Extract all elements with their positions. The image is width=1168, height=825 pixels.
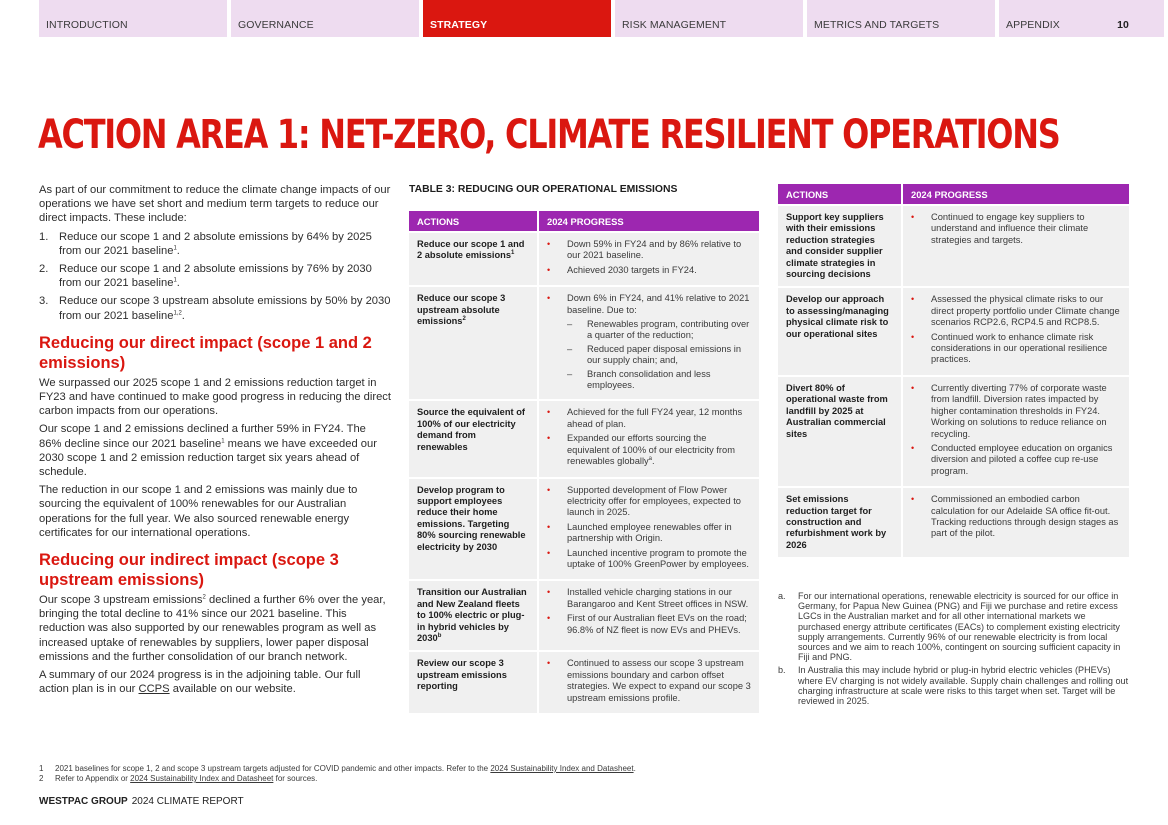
bullet-text: Expanded our efforts sourcing the equivalent of 100% of our electricity from renewables globally$^a$.: [567, 433, 735, 467]
progress-bullet: [547, 407, 751, 430]
footnotes: [39, 764, 636, 784]
page-footer: [39, 796, 244, 807]
table-row: [778, 286, 1129, 374]
progress-cell: [903, 375, 1129, 486]
footnote-text: Refer to Appendix or: [55, 774, 131, 783]
footnote-ref: b: [437, 632, 442, 639]
action-text: Divert 80% of operational waste from landfill by 2025 at Australian commercial sites: [786, 382, 888, 439]
footer-brand: WESTPAC GROUP: [39, 796, 128, 807]
progress-bullet: [547, 587, 751, 610]
page-number: 10: [1117, 19, 1129, 31]
target-list: [39, 230, 391, 323]
paragraph: [39, 422, 391, 479]
list-text: Reduce our scope 1 and 2 absolute emissions by 76% by 2030 from our 2021 baseline: [59, 263, 372, 290]
progress-bullet: [911, 383, 1121, 440]
progress-cell: [539, 399, 759, 476]
tab-strategy[interactable]: [423, 0, 611, 37]
dash-icon: –: [567, 319, 573, 330]
bullet-text-content: Assessed the physical climate risks to our direct property portfolio under Climate change scenarios RCP2.6, RCP4.5 and RCP8.5.: [931, 294, 1120, 328]
footnote-text: .: [633, 764, 636, 773]
progress-bullet: [547, 239, 751, 262]
bullet-text: [567, 265, 697, 276]
bullet-icon: •: [911, 212, 915, 222]
action-cell: [409, 650, 539, 713]
section-heading-indirect-impact: Reducing our indirect impact (scope 3 upstream emissions): [39, 551, 339, 590]
bullet-icon: •: [547, 658, 551, 669]
bullet-icon: •: [911, 442, 915, 453]
sub-bullet-text: Renewables program, contributing over a quarter of the reduction;: [587, 319, 750, 341]
bullet-icon: •: [547, 484, 551, 495]
action-text: Support key suppliers with their emissions reduction strategies and consider supplier climate strategies in sourcing decisions: [786, 212, 884, 280]
bullet-text-content: Achieved for the full FY24 year, 12 months ahead of plan.: [567, 407, 743, 429]
datasheet-link[interactable]: 2024 Sustainability Index and Datasheet: [130, 774, 274, 783]
action-cell: [778, 286, 903, 374]
progress-cell: [903, 286, 1129, 374]
action-text: Develop our approach to assessing/managing physical climate risk to our operational sites: [786, 294, 889, 339]
bullet-icon: •: [547, 433, 551, 444]
footnote-2: [39, 774, 636, 784]
table-title: TABLE 3: REDUCING OUR OPERATIONAL EMISSIONS: [409, 184, 678, 195]
note-text: In Australia this may include hybrid or plug-in hybrid electric vehicles (PHEVs) where EV charging is not widely available. Supply chain challenges and rolling out charging infrastructure at scale were risks to this target when set. Target will be reviewed in 2025.: [798, 665, 1129, 707]
action-cell: [409, 231, 539, 285]
tab-risk-management[interactable]: [615, 0, 803, 37]
table-row: [778, 204, 1129, 286]
progress-cell: [903, 204, 1129, 286]
bullet-text-content: Supported development of Flow Power electricity offer for employees, expected to launch in 2025.: [567, 484, 741, 518]
progress-bullet: [547, 265, 751, 276]
footnote-ref: 1,2: [173, 309, 182, 316]
bullet-icon: •: [547, 587, 551, 598]
progress-bullet: [911, 332, 1121, 366]
emissions-table-continued: [778, 184, 1129, 557]
bullet-text-content: Currently diverting 77% of corporate waste from landfill. Diversion rates impacted by higher contamination thresholds in FY24. Working on solutions to reduce reliance on recycling.: [931, 382, 1107, 439]
progress-bullet: [911, 494, 1121, 540]
page-title: ACTION AREA 1: NET-ZERO, CLIMATE RESILIENT OPERATIONS: [38, 112, 1060, 158]
bullet-text-content: Continued to engage key suppliers to understand and influence their climate strategies and targets.: [931, 212, 1089, 245]
text: A summary of our 2024 progress is in the adjoining table. Our full action plan is in our: [39, 669, 361, 696]
tab-label: APPENDIX: [1006, 19, 1060, 31]
bullet-text: [567, 407, 751, 430]
progress-sub-bullet: [547, 319, 751, 342]
footnote-label: 1: [39, 764, 44, 773]
progress-cell: [539, 477, 759, 580]
bullet-icon: •: [547, 239, 551, 249]
list-item: 3. Reduce our scope 3 upstream absolute emissions by 50% by 2030 from our 2021 baseline$^{1,2}$.: [39, 295, 391, 322]
bullet-text: [931, 383, 1121, 440]
action-text: Reduce our scope 3 upstream absolute emissions: [417, 293, 506, 327]
action-text: Review our scope 3 upstream emissions reporting: [417, 658, 507, 692]
bullet-icon: •: [547, 521, 551, 532]
bullet-icon: •: [911, 294, 915, 305]
emissions-table: [409, 211, 759, 713]
bullet-icon: •: [547, 613, 551, 624]
action-text: Set emissions reduction target for construction and refurbishment work by 2026: [786, 494, 887, 550]
bullet-text: [567, 658, 751, 704]
tab-introduction[interactable]: [39, 0, 227, 37]
progress-bullet: [547, 613, 751, 636]
bullet-text: [567, 613, 751, 636]
list-text: Reduce our scope 3 upstream absolute emissions by 50% by 2030 from our 2021 baseline: [59, 295, 391, 322]
tab-label: STRATEGY: [430, 19, 488, 31]
section-nav: [39, 0, 1168, 37]
tab-label: METRICS AND TARGETS: [814, 19, 940, 31]
section-heading-direct-impact: Reducing our direct impact (scope 1 and 2 emissions): [39, 333, 372, 372]
bullet-text: [931, 332, 1121, 366]
tab-metrics-and-targets[interactable]: [807, 0, 995, 37]
action-cell: [778, 486, 903, 557]
note-a: [778, 591, 1130, 662]
progress-cell: [903, 486, 1129, 557]
progress-bullet: [911, 212, 1121, 246]
paragraph: The reduction in our scope 1 and 2 emissions was mainly due to sourcing the equivalent of 100% renewables for our Australian operations for the full year. We also sourced renewable energy certificates for our international operations.: [39, 484, 358, 539]
action-cell: [409, 399, 539, 476]
bullet-icon: •: [547, 264, 551, 275]
bullet-text-content: Launched employee renewables offer in partnership with Origin.: [567, 521, 732, 544]
bullet-text: [567, 522, 751, 545]
text: available on our website.: [169, 683, 296, 696]
note-label: a.: [778, 591, 786, 601]
list-text: Reduce our scope 1 and 2 absolute emissions by 64% by 2025 from our 2021 baseline: [59, 230, 372, 257]
note-label: b.: [778, 665, 786, 676]
bullet-text: [567, 239, 751, 262]
text: means we have exceeded our 2030 scope 1 and 2 emission reduction target six years ahead of schedule.: [39, 437, 377, 479]
progress-bullet: [547, 548, 751, 571]
progress-cell: [539, 231, 759, 285]
bullet-text-content: Continued work to enhance climate risk considerations in our operational resilience practices.: [931, 331, 1108, 365]
bullet-text-content: Expanded our efforts sourcing the equivalent of 100% of our electricity from renewables globally: [567, 433, 735, 467]
footnote-ref: 2: [202, 594, 206, 601]
progress-bullet: [547, 433, 751, 467]
column-header-actions: ACTIONS: [409, 211, 539, 231]
action-cell: [409, 477, 539, 580]
action-cell: [409, 285, 539, 399]
table-body: [409, 231, 759, 713]
footnote-text: 2021 baselines for scope 1, 2 and scope 3 upstream targets adjusted for COVID pandemic and other impacts. Refer to the: [55, 764, 491, 773]
bullet-text: [931, 294, 1121, 328]
action-cell: [409, 579, 539, 650]
footnote-ref: 1: [173, 277, 177, 284]
bullet-text: [567, 293, 751, 316]
table-row: [409, 231, 759, 285]
list-item: 1. Reduce our scope 1 and 2 absolute emissions by 64% by 2025 from our 2021 baseline$^1$.: [39, 230, 372, 257]
bullet-icon: •: [547, 407, 551, 418]
bullet-text: [567, 485, 751, 519]
footnote-ref: a: [648, 456, 653, 462]
action-text: Source the equivalent of 100% of our electricity demand from renewables: [417, 407, 525, 452]
column-header-actions: ACTIONS: [778, 184, 903, 204]
table-row: [409, 477, 759, 580]
bullet-icon: •: [911, 494, 915, 505]
table-row: [409, 285, 759, 399]
action-cell: [778, 375, 903, 486]
bullet-text-content: Launched incentive program to promote the uptake of 100% GreenPower by employees.: [567, 547, 749, 569]
bullet-icon: •: [547, 547, 551, 558]
table-row: [409, 650, 759, 713]
footnote-text: for sources.: [273, 774, 318, 783]
action-text: Reduce our scope 1 and 2 absolute emissions: [417, 239, 525, 261]
text: Our scope 1 and 2 emissions declined a further 59% in FY24. The 86% decline since our 2021 baseline: [39, 423, 366, 450]
bullet-text-content: Commissioned an embodied carbon calculation for our Adelaide SA office fit-out. Tracking reductions through design stages as part of the pilot.: [931, 494, 1119, 539]
progress-cell: [539, 285, 759, 399]
paragraph: [39, 668, 391, 696]
list-item: 2. Reduce our scope 1 and 2 absolute emissions by 76% by 2030 from our 2021 baseline$^1$.: [39, 263, 372, 290]
progress-cell: [539, 650, 759, 713]
tab-label: GOVERNANCE: [238, 19, 314, 31]
bullet-text-content: Down 6% in FY24, and 41% relative to 2021 baseline. Due to:: [567, 293, 750, 315]
dash-icon: –: [567, 343, 573, 354]
list-number: 3.: [39, 295, 49, 308]
footnote-ref: 2: [462, 315, 466, 322]
tab-label: INTRODUCTION: [46, 19, 128, 31]
sub-bullet-text: Reduced paper disposal emissions in our supply chain; and,: [587, 343, 742, 366]
footnote-1: [39, 764, 636, 774]
progress-bullet: [547, 293, 751, 316]
bullet-icon: •: [547, 293, 551, 304]
ccps-link[interactable]: CCPS: [138, 683, 170, 696]
action-text: Develop program to support employees reduce their home emissions. Targeting 80% sourcing renewable electricity by 2030: [417, 484, 526, 552]
footnote-ref: 1: [173, 245, 177, 252]
bullet-text: [931, 212, 1121, 246]
bullet-text-content: Conducted employee education on organics diversion and piloted a coffee cup re-use program.: [931, 442, 1113, 476]
bullet-icon: •: [911, 331, 915, 342]
footnote-label: 2: [39, 774, 44, 783]
progress-sub-bullet: [547, 344, 751, 367]
tab-appendix[interactable]: [999, 0, 1164, 37]
progress-bullet: [911, 443, 1121, 477]
datasheet-link[interactable]: 2024 Sustainability Index and Datasheet: [490, 764, 634, 773]
bullet-text: [567, 587, 751, 610]
dash-icon: –: [567, 368, 573, 379]
intro-paragraph: As part of our commitment to reduce the climate change impacts of our operations we have set short and medium term targets to reduce our direct impacts. These include:: [39, 184, 391, 225]
list-number: 2.: [39, 263, 49, 276]
progress-bullet: [547, 522, 751, 545]
bullet-text-content: Achieved 2030 targets in FY24.: [567, 264, 697, 275]
table-body: [778, 204, 1129, 557]
text: declined a further 6% over the year, bringing the total decline to 41% since our 2021 baseline. This reduction was also supported by our renewables program as well as increased uptake of renewables by suppliers, lower paper disposal emissions and the further consolidation of our branch network.: [39, 594, 386, 663]
progress-bullet: [547, 658, 751, 704]
progress-sub-bullet: [547, 369, 751, 392]
paragraph: We surpassed our 2025 scope 1 and 2 emissions reduction target in FY23 and have continued to make good progress in reducing the direct carbon impacts from our operations.: [39, 376, 392, 418]
column-header-progress: 2024 PROGRESS: [903, 184, 1129, 204]
bullet-text-content: Down 59% in FY24 and by 86% relative to our 2021 baseline.: [567, 239, 742, 261]
bullet-text: [567, 548, 751, 571]
column-header-progress: 2024 PROGRESS: [539, 211, 759, 231]
progress-bullet: [547, 485, 751, 519]
table-row: [778, 486, 1129, 557]
table-row: [778, 375, 1129, 486]
bullet-text-content: Continued to assess our scope 3 upstream emissions boundary and carbon offset strategies. We expect to expand our scope 3 upstream emissions profile.: [567, 658, 751, 703]
table-row: [409, 579, 759, 650]
tab-governance[interactable]: [231, 0, 419, 37]
paragraph: [39, 593, 391, 664]
progress-cell: [539, 579, 759, 650]
text: Our scope 3 upstream emissions: [39, 594, 203, 607]
bullet-text-content: Installed vehicle charging stations in our Barangaroo and Kent Street offices in NSW.: [567, 587, 749, 609]
sub-bullet-text: Branch consolidation and less employees.: [587, 368, 711, 391]
bullet-text: [931, 443, 1121, 477]
intro-column: [39, 183, 391, 700]
note-b: [778, 665, 1130, 706]
footer-report-name: 2024 CLIMATE REPORT: [131, 796, 244, 807]
footnote-ref: 1: [511, 250, 515, 257]
action-cell: [778, 204, 903, 286]
footnote-ref: 1: [221, 437, 225, 444]
bullet-text-content: First of our Australian fleet EVs on the road; 96.8% of NZ fleet is now EVs and PHEVs.: [567, 613, 747, 635]
list-number: 1.: [39, 230, 49, 243]
note-text: For our international operations, renewable electricity is sourced for our office in Germany, for Papua New Guinea (PNG) and Fiji we purchase and retire excess LGCs in the Australian market and for all other international markets we purchased energy attribute certificates (EACs) to complement existing electricity supply arrangements. Currently 96% of our renewable electricity is from local sources and we aim to reach 100%, contingent on sourcing sufficient capacity in Fiji and PNG.: [798, 591, 1121, 663]
bullet-icon: •: [911, 382, 915, 393]
tab-label: RISK MANAGEMENT: [622, 19, 727, 31]
bullet-text: [931, 494, 1121, 540]
table-row: [409, 399, 759, 476]
action-text: Transition our Australian and New Zealand fleets to 100% electric or plug-in hybrid vehicles by 2030: [417, 587, 527, 643]
table-notes: [778, 591, 1130, 709]
progress-bullet: [911, 294, 1121, 328]
